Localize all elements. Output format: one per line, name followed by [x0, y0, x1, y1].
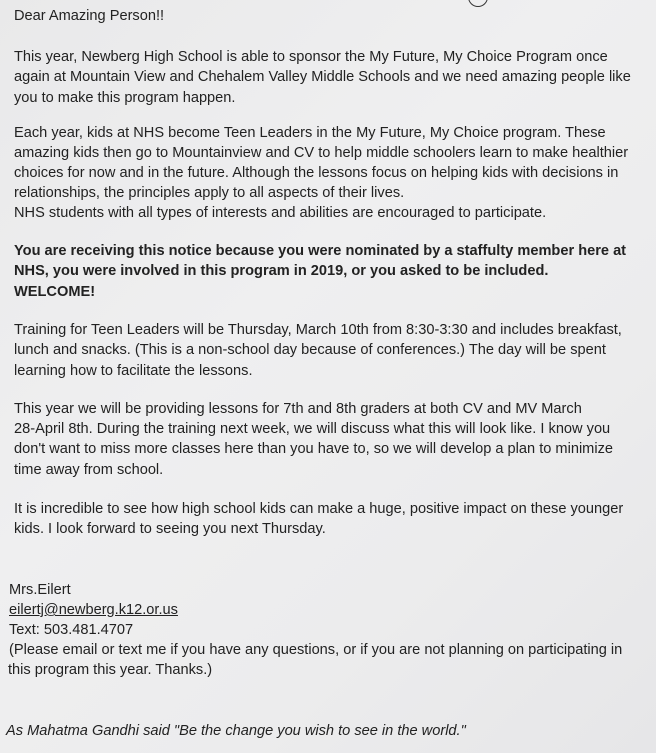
paragraph-3-line-3: WELCOME!	[14, 284, 96, 300]
signature-email-link[interactable]: eilertj@newberg.k12.or.us	[9, 602, 178, 618]
paragraph-1-line-1: This year, Newberg High School is able to sponsor the My Future, My Choice Program once	[14, 49, 608, 65]
paragraph-5-line-2: 28-April 8th. During the training next week, we will discuss what this will look like. I know you	[14, 421, 611, 437]
paragraph-2-line-2: amazing kids then go to Mountainview and CV to help middle schoolers learn to make healthier	[14, 145, 629, 161]
paragraph-4-line-3: learning how to facilitate the lessons.	[14, 363, 253, 379]
paragraph-2-line-5: NHS students with all types of interests and abilities are encouraged to participate.	[14, 205, 547, 221]
paragraph-4-line-2: lunch and snacks. (This is a non-school day because of conferences.) The day will be spent	[14, 342, 606, 358]
signature-text-number: Text: 503.481.4707	[9, 622, 134, 638]
paragraph-5-line-4: time away from school.	[14, 462, 164, 478]
signature-name: Mrs.Eilert	[9, 582, 71, 598]
paragraph-2-line-1: Each year, kids at NHS become Teen Leaders in the My Future, My Choice program. These	[14, 125, 606, 141]
paragraph-6-line-1: It is incredible to see how high school kids can make a huge, positive impact on these younger	[14, 501, 624, 517]
paragraph-2-line-3: choices for now and in the future. Although the lessons focus on helping kids with decisions in	[14, 165, 619, 181]
paragraph-1-line-3: you to make this program happen.	[14, 90, 236, 106]
handwritten-mark	[468, 0, 488, 7]
paragraph-5-line-1: This year we will be providing lessons for 7th and 8th graders at both CV and MV March	[14, 401, 582, 417]
greeting: Dear Amazing Person!!	[14, 8, 165, 24]
paragraph-3-line-1: You are receiving this notice because you were nominated by a staffulty member here at	[14, 243, 627, 259]
signature-note-line-2: this program this year. Thanks.)	[8, 662, 213, 678]
signature-note-line-1: (Please email or text me if you have any questions, or if you are not planning on participating in	[9, 642, 623, 658]
paragraph-4-line-1: Training for Teen Leaders will be Thursday, March 10th from 8:30-3:30 and includes breakfast,	[14, 322, 622, 338]
paragraph-1-line-2: again at Mountain View and Chehalem Valley Middle Schools and we need amazing people like	[14, 69, 631, 85]
paragraph-3-line-2: NHS, you were involved in this program in 2019, or you asked to be included.	[14, 263, 549, 279]
paragraph-5-line-3: don't want to miss more classes here than you have to, so we will develop a plan to minimize	[14, 441, 613, 457]
paragraph-2-line-4: relationships, the principles apply to all aspects of their lives.	[14, 185, 405, 201]
paragraph-6-line-2: kids. I look forward to seeing you next Thursday.	[14, 521, 326, 537]
gandhi-quote: As Mahatma Gandhi said "Be the change you wish to see in the world."	[6, 723, 466, 739]
